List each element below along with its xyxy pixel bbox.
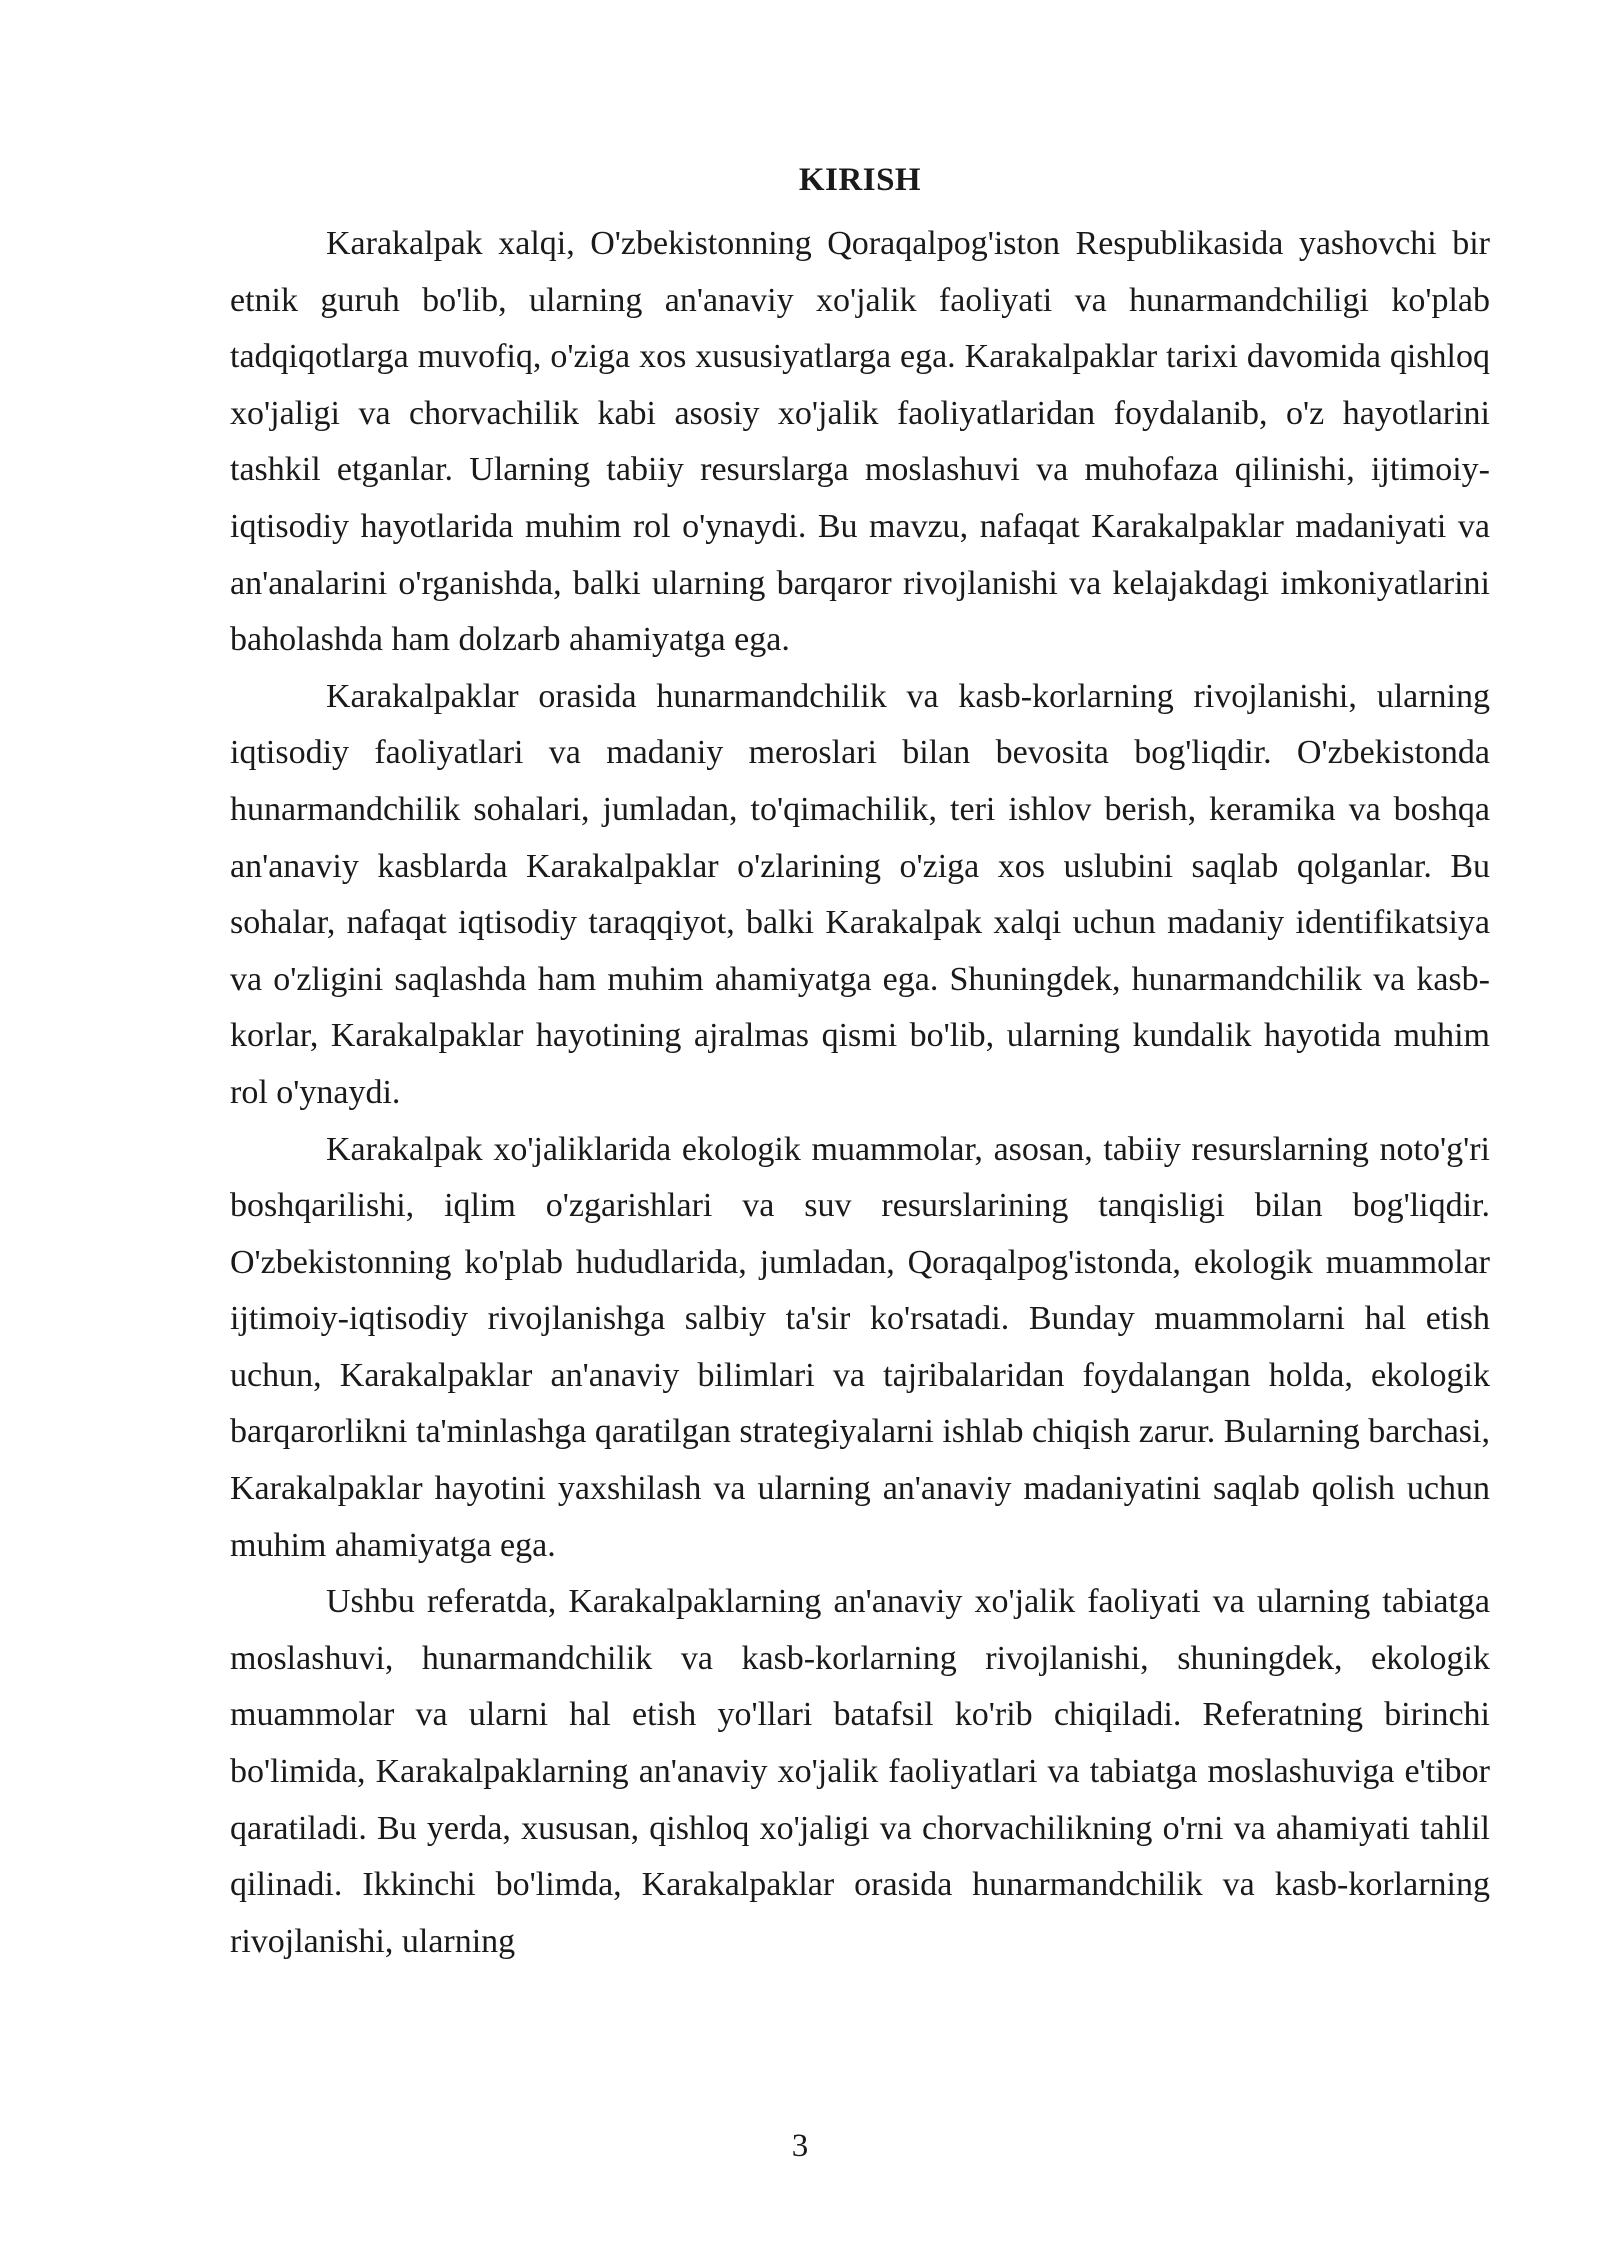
paragraph-2: Karakalpaklar orasida hunarmandchilik va kasb-korlarning rivojlanishi, ularning iqtisodiy faoliyatlari va madaniy meroslari bilan bevosita bog'liqdir. O'zbekistonda hunarmandchilik sohalari, jumladan, to'qimachilik, teri ishlov berish, keramika va boshqa an'anaviy kasblarda Karakalpaklar o'zlarining o'ziga xos uslubini saqlab qolganlar. Bu sohalar, nafaqat iqtisodiy taraqqiyot, balki Karakalpak xalqi uchun madaniy identifikatsiya va o'zligini saqlashda ham muhim ahamiyatga ega. Shuningdek, hunarmandchilik va kasb-korlar, Karakalpaklar hayotining ajralmas qismi bo'lib, ularning kundalik hayotida muhim rol o'ynaydi. (230, 677, 1490, 1111)
paragraph-3: Karakalpak xo'jaliklarida ekologik muammolar, asosan, tabiiy resurslarning noto'g'ri boshqarilishi, iqlim o'zgarishlari va suv resurslarining tanqisligi bilan bog'liqdir. O'zbekistonning ko'plab hududlarida, jumladan, Qoraqalpog'istonda, ekologik muammolar ijtimoiy-iqtisodiy rivojlanishga salbiy ta'sir ko'rsatadi. Bunday muammolarni hal etish uchun, Karakalpaklar an'anaviy bilimlari va tajribalaridan foydalangan holda, ekologik barqarorlikni ta'minlashga qaratilgan strategiyalarni ishlab chiqish zarur. Bularning barchasi, Karakalpaklar hayotini yaxshilash va ularning an'anaviy madaniyatini saqlab qolish uchun muhim ahamiyatga ega. (230, 1130, 1490, 1564)
page-content (230, 160, 1490, 1970)
paragraph-1: Karakalpak xalqi, O'zbekistonning Qoraqalpog'iston Respublikasida yashovchi bir etnik guruh bo'lib, ularning an'anaviy xo'jalik faoliyati va hunarmandchiligi ko'plab tadqiqotlarga muvofiq, o'ziga xos xususiyatlarga ega. Karakalpaklar tarixi davomida qishloq xo'jaligi va chorvachilik kabi asosiy xo'jalik faoliyatlaridan foydalanib, o'z hayotlarini tashkil etganlar. Ularning tabiiy resurslarga moslashuvi va muhofaza qilinishi, ijtimoiy-iqtisodiy hayotlarida muhim rol o'ynaydi. Bu mavzu, nafaqat Karakalpaklar madaniyati va an'analarini o'rganishda, balki ularning barqaror rivojlanishi va kelajakdagi imkoniyatlarini baholashda ham dolzarb ahamiyatga ega. (230, 225, 1490, 659)
page-title: KIRISH (798, 162, 922, 198)
paragraph-4: Ushbu referatda, Karakalpaklarning an'anaviy xo'jalik faoliyati va ularning tabiatga moslashuvi, hunarmandchilik va kasb-korlarning rivojlanishi, shuningdek, ekologik muammolar va ularni hal etish yo'llari batafsil ko'rib chiqiladi. Referatning birinchi bo'limida, Karakalpaklarning an'anaviy xo'jalik faoliyatlari va tabiatga moslashuviga e'tibor qaratiladi. Bu yerda, xususan, qishloq xo'jaligi va chorvachilikning o'rni va ahamiyati tahlil qilinadi. Ikkinchi bo'limda, Karakalpaklar orasida hunarmandchilik va kasb-korlarning rivojlanishi, ularning (230, 1583, 1490, 1960)
page-number: 3 (791, 2128, 809, 2164)
